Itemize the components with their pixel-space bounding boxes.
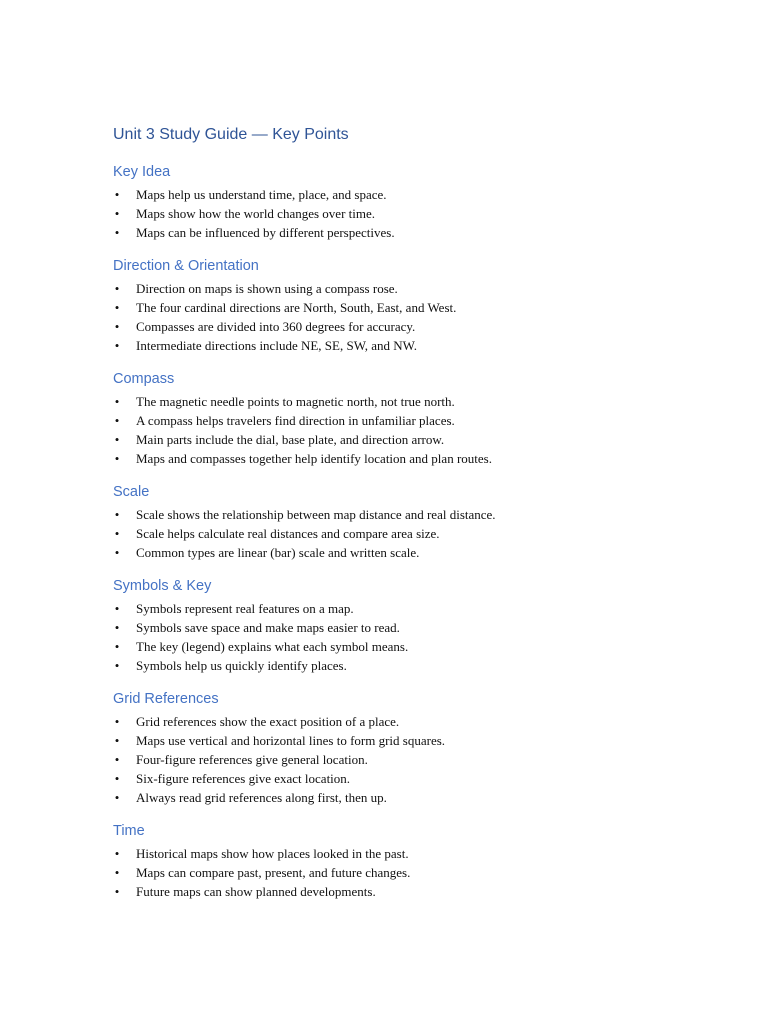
section-symbols-key (113, 577, 713, 675)
bullet-icon: • (114, 790, 120, 805)
list-item (113, 279, 713, 298)
section-scale (113, 483, 713, 562)
list-item-text: Common types are linear (bar) scale and written scale. (136, 545, 420, 560)
list-item-text: Maps and compasses together help identify location and plan routes. (136, 451, 492, 466)
list-item-text: Historical maps show how places looked in the past. (136, 846, 409, 861)
bullet-icon: • (114, 658, 120, 673)
list-item (113, 731, 713, 750)
section-key-idea (113, 163, 713, 242)
list-item (113, 411, 713, 430)
bullet-icon: • (114, 300, 120, 315)
list-item-text: Maps show how the world changes over time. (136, 206, 376, 221)
bullet-icon: • (114, 526, 120, 541)
list-item (113, 543, 713, 562)
list-item (113, 769, 713, 788)
list-item-text: Symbols represent real features on a map. (136, 601, 354, 616)
bullet-list (113, 185, 713, 242)
document-title: Unit 3 Study Guide — Key Points (113, 126, 349, 143)
list-item (113, 788, 713, 807)
bullet-icon: • (114, 413, 120, 428)
list-item (113, 656, 713, 675)
list-item (113, 844, 713, 863)
list-item-text: Grid references show the exact position of a place. (136, 714, 400, 729)
list-item-text: Scale helps calculate real distances and compare area size. (136, 526, 440, 541)
bullet-icon: • (114, 394, 120, 409)
list-item-text: The four cardinal directions are North, South, East, and West. (136, 300, 457, 315)
bullet-list (113, 392, 713, 468)
section-heading: Grid References (113, 691, 219, 707)
list-item-text: A compass helps travelers find direction in unfamiliar places. (136, 413, 455, 428)
list-item-text: Maps use vertical and horizontal lines to form grid squares. (136, 733, 446, 748)
bullet-icon: • (114, 545, 120, 560)
bullet-icon: • (114, 187, 120, 202)
list-item (113, 204, 713, 223)
list-item (113, 599, 713, 618)
bullet-list (113, 712, 713, 807)
bullet-icon: • (114, 319, 120, 334)
section-heading: Time (113, 823, 145, 839)
list-item-text: Compasses are divided into 360 degrees for accuracy. (136, 319, 416, 334)
bullet-icon: • (114, 884, 120, 899)
list-item-text: Intermediate directions include NE, SE, SW, and NW. (136, 338, 418, 353)
bullet-icon: • (114, 714, 120, 729)
bullet-icon: • (114, 225, 120, 240)
list-item-text: Symbols save space and make maps easier to read. (136, 620, 400, 635)
section-heading: Direction & Orientation (113, 258, 259, 274)
section-time (113, 822, 713, 901)
bullet-icon: • (114, 865, 120, 880)
section-heading: Key Idea (113, 164, 171, 180)
bullet-icon: • (114, 206, 120, 221)
list-item (113, 712, 713, 731)
list-item-text: Six-figure references give exact location. (136, 771, 351, 786)
list-item (113, 430, 713, 449)
list-item (113, 882, 713, 901)
section-direction-orientation (113, 257, 713, 355)
document-page (113, 123, 713, 901)
bullet-list (113, 844, 713, 901)
list-item-text: Direction on maps is shown using a compass rose. (136, 281, 398, 296)
bullet-icon: • (114, 281, 120, 296)
bullet-icon: • (114, 338, 120, 353)
bullet-icon: • (114, 451, 120, 466)
bullet-icon: • (114, 639, 120, 654)
bullet-icon: • (114, 733, 120, 748)
bullet-icon: • (114, 846, 120, 861)
list-item-text: Maps can compare past, present, and future changes. (136, 865, 411, 880)
list-item-text: Main parts include the dial, base plate, and direction arrow. (136, 432, 445, 447)
section-heading: Compass (113, 371, 175, 387)
list-item (113, 637, 713, 656)
list-item-text: Four-figure references give general location. (136, 752, 368, 767)
bullet-list (113, 599, 713, 675)
bullet-list (113, 279, 713, 355)
bullet-icon: • (114, 432, 120, 447)
bullet-icon: • (114, 601, 120, 616)
list-item-text: Future maps can show planned developments. (136, 884, 376, 899)
section-heading: Scale (113, 484, 150, 500)
section-grid-references (113, 690, 713, 807)
bullet-icon: • (114, 752, 120, 767)
list-item (113, 505, 713, 524)
bullet-icon: • (114, 620, 120, 635)
bullet-list (113, 505, 713, 562)
bullet-icon: • (114, 507, 120, 522)
list-item (113, 750, 713, 769)
list-item (113, 317, 713, 336)
list-item-text: Symbols help us quickly identify places. (136, 658, 347, 673)
list-item-text: Scale shows the relationship between map distance and real distance. (136, 507, 496, 522)
list-item (113, 524, 713, 543)
section-compass (113, 370, 713, 468)
bullet-icon: • (114, 771, 120, 786)
list-item-text: The key (legend) explains what each symbol means. (136, 639, 409, 654)
section-heading: Symbols & Key (113, 578, 212, 594)
list-item-text: Maps can be influenced by different perspectives. (136, 225, 395, 240)
list-item-text: Always read grid references along first, then up. (136, 790, 387, 805)
list-item (113, 185, 713, 204)
list-item-text: The magnetic needle points to magnetic north, not true north. (136, 394, 455, 409)
list-item (113, 392, 713, 411)
list-item-text: Maps help us understand time, place, and space. (136, 187, 387, 202)
list-item (113, 223, 713, 242)
list-item (113, 298, 713, 317)
list-item (113, 336, 713, 355)
list-item (113, 449, 713, 468)
list-item (113, 618, 713, 637)
list-item (113, 863, 713, 882)
